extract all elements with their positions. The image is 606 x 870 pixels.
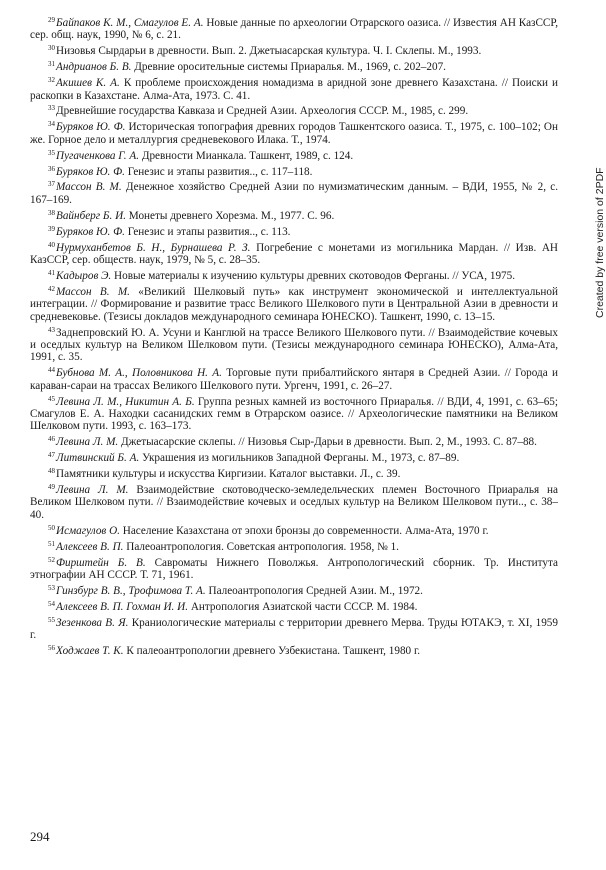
footnote-number: 54 xyxy=(48,599,55,608)
footnote-author: Андрианов Б. В. xyxy=(56,61,132,74)
footnote xyxy=(30,207,558,222)
footnote-author: Байпаков К. М., Смагулов Е. А. xyxy=(56,17,204,29)
footnote xyxy=(30,465,558,480)
footnote xyxy=(30,642,558,657)
footnote xyxy=(30,283,558,323)
footnote xyxy=(30,118,558,146)
footnote-number: 41 xyxy=(48,268,55,277)
footnote-author: Бубнова М. А., Половникова Н. А. xyxy=(56,367,222,380)
footnote-text: Антропология Азиатской части СССР. М. 1984. xyxy=(190,600,418,613)
footnote-number: 43 xyxy=(48,325,55,334)
footnote-number: 32 xyxy=(48,76,55,85)
footnote-text: Савроматы Нижнего Поволжья. Антропологический сборник. Тр. Института этнографии АН СССР. Т. 71, 1961. xyxy=(30,556,558,581)
footnote-author: Литвинский Б. А. xyxy=(56,452,140,465)
footnote-number: 30 xyxy=(48,44,55,53)
footnote-author: Пугаченкова Г. А. xyxy=(56,149,140,162)
footnote xyxy=(30,267,558,282)
page-number: 294 xyxy=(30,829,50,844)
footnote-number: 31 xyxy=(48,60,55,69)
footnote-text: Новые материалы к изучению культуры древних скотоводов Ферганы. // УСА, 1975. xyxy=(114,269,516,282)
footnote xyxy=(30,102,558,117)
footnote-text: Памятники культуры и искусства Киргизии. Каталог выставки. Л., с. 39. xyxy=(56,468,401,481)
footnote-author: Левина Л. М. xyxy=(56,436,119,449)
footnote-text: Древнейшие государства Кавказа и Средней Азии. Археология СССР. М., 1985, с. 299. xyxy=(56,105,469,118)
footnote-text: Взаимодействие скотоводческо-земледельческих племен Восточного Приаралья на Великом Шелковом пути. // Взаимодействие кочевых и оседлых культур на Великом Шелковом пути.., с. 38–40. xyxy=(30,484,558,521)
footnote-number: 55 xyxy=(48,615,55,624)
footnote xyxy=(30,223,558,238)
footnote-text: Древности Мианкала. Ташкент, 1989, с. 124. xyxy=(141,149,354,162)
footnote-number: 33 xyxy=(48,104,55,113)
footnote-author: Нурмуханбетов Б. Н., Бурнашева Р. З. xyxy=(56,241,251,254)
footnote-text: Новые данные по археологии Отрарского оазиса. // Известия АН КазССР, сер. общ. наук, 1990, № 6, с. 21. xyxy=(30,17,559,42)
footnote-text: Низовья Сырдарьи в древности. Вып. 2. Джетыасарская культура. Ч. I. Склепы. М., 1993. xyxy=(56,45,482,58)
footnote-text: Палеоантропология Средней Азии. М., 1972. xyxy=(208,584,423,597)
footnote-number: 46 xyxy=(48,435,55,444)
footnote-author: Фирштейн Б. В. xyxy=(56,556,146,569)
footnote-number: 52 xyxy=(48,555,55,564)
footnote-author: Зезенкова В. Я. xyxy=(56,616,129,629)
footnote-author: Акишев К. А. xyxy=(56,77,120,90)
footnote-number: 49 xyxy=(48,483,55,491)
footnote xyxy=(30,163,558,178)
footnote-text: Историческая топография древних городов Ташкентского оазиса. Т., 1975, с. 100–102; Он же. Горное дело и металлургия средневекового Илака. Т., 1974. xyxy=(30,121,558,146)
footnote xyxy=(30,393,558,433)
footnote-number: 53 xyxy=(48,583,55,592)
footnote-text: Население Казахстана от эпохи бронзы до современности. Алма-Ата, 1970 г. xyxy=(122,524,489,537)
footnote-text: Генезис и этапы развития.., с. 113. xyxy=(127,225,291,238)
footnote-author: Ходжаев Т. К. xyxy=(56,644,124,657)
footnote-number: 47 xyxy=(48,451,55,460)
footnote xyxy=(30,58,558,73)
footnote-number: 35 xyxy=(48,148,55,157)
watermark-text: Created by free version of 2PDF xyxy=(594,167,606,318)
footnote-text: Монеты древнего Хорезма. М., 1977. С. 96. xyxy=(128,209,335,222)
footnote-text: Погребение с монетами из могильника Мардан. // Изв. АН КазССР, сер. обществ. наук, 1979, № 5, с. 28–35. xyxy=(30,241,558,266)
footnote-author: Буряков Ю. Ф. xyxy=(56,165,125,178)
footnote xyxy=(30,324,558,364)
footnote xyxy=(30,538,558,553)
footnote-number: 29 xyxy=(48,16,55,24)
footnote-number: 36 xyxy=(48,164,55,173)
footnote-author: Алексеев В. П. xyxy=(56,540,124,553)
footnote-text: Денежное хозяйство Средней Азии по нумизматическим данным. – ВДИ, 1955, № 2, с. 167–169. xyxy=(30,181,558,206)
footnote xyxy=(30,582,558,597)
footnote xyxy=(30,147,558,162)
footnote-author: Алексеев В. П. Гохман И. И. xyxy=(56,600,189,613)
footnote-text: К проблеме происхождения номадизма в аридной зоне древнего Казахстана. // Поиски и раскопки в Казахстане. Алма-Ата, 1973. С. 41. xyxy=(30,77,558,102)
footnote-text: Заднепровский Ю. А. Усуни и Канглюй на трассе Великого Шелкового пути. // Взаимодействие кочевых и оседлых культур на Великом Шелковом пути. (Тезисы международного семинара ЮНЕСКО), Алма-Ата, 1991, с. 35. xyxy=(30,326,558,364)
footnote xyxy=(30,74,558,102)
footnote-number: 50 xyxy=(48,523,55,532)
footnote-author: Массон В. М. xyxy=(56,285,130,298)
footnote-number: 44 xyxy=(48,366,55,375)
footnote xyxy=(30,481,558,521)
footnote xyxy=(30,42,558,57)
footnote-number: 34 xyxy=(48,120,55,129)
footnote-number: 39 xyxy=(48,224,55,233)
footnote-text: Древние оросительные системы Приаралья. М., 1969, с. 202–207. xyxy=(134,61,446,74)
footnote-number: 40 xyxy=(48,240,55,249)
footnote xyxy=(30,449,558,464)
footnote xyxy=(30,364,558,392)
footnote xyxy=(30,522,558,537)
footnote-author: Гинзбург В. В., Трофимова Т. А. xyxy=(56,584,206,597)
footnote-text: Джетыасарские склепы. // Низовья Сыр-Дарьи в древности. Вып. 2, М., 1993. С. 87–88. xyxy=(121,436,537,449)
footnote-author: Левина Л. М., Никитин А. Б. xyxy=(56,395,195,408)
footnote-author: Кадыров Э. xyxy=(56,269,112,282)
footnote-text: Палеоантропология. Советская антропология. 1958, № 1. xyxy=(126,540,399,553)
footnote-number: 38 xyxy=(48,208,55,217)
footnote xyxy=(30,239,558,267)
footnote-author: Буряков Ю. Ф. xyxy=(56,121,126,134)
footnote xyxy=(30,178,558,206)
footnote-number: 45 xyxy=(48,394,55,403)
footnote-author: Массон В. М. xyxy=(56,181,122,194)
footnote-author: Буряков Ю. Ф. xyxy=(56,225,125,238)
footnote-text: Краниологические материалы с территории древнего Мерва. Труды ЮТАКЭ, т. XI, 1959 г. xyxy=(30,616,558,642)
footnote-text: К палеоантропологии древнего Узбекистана. Ташкент, 1980 г. xyxy=(126,644,421,657)
watermark xyxy=(582,8,606,328)
footnote-number: 42 xyxy=(48,284,55,293)
footnote-number: 37 xyxy=(48,180,55,189)
footnote-text: «Великий Шелковый путь» как инструмент экономической и интеллектуальной интеграции. // Формирование и развитие трасс Великого Шелкового пути в Центральной Азии в древности и средневековье. (Тезисы докладов международного семинара ЮНЕСКО). Ташкент, 1990, с. 13–15. xyxy=(30,285,558,323)
footnote xyxy=(30,14,558,42)
footnote-number: 56 xyxy=(48,643,55,652)
footnotes-list xyxy=(30,14,558,658)
footnote-text: Торговые пути прибалтийского янтаря в Средней Азии. // Города и караван-сараи на трассах Великого Шелкового пути. Ургенч, 1991, с. 26–27. xyxy=(30,367,558,392)
footnote-author: Левина Л. М. xyxy=(56,484,129,496)
footnote-author: Вайнберг Б. И. xyxy=(56,209,126,222)
footnote-number: 51 xyxy=(48,539,55,548)
footnote xyxy=(30,598,558,613)
footnote-number: 48 xyxy=(48,467,55,476)
footnote-text: Генезис и этапы развития.., с. 117–118. xyxy=(127,165,313,178)
footnote-text: Украшения из могильников Западной Ферганы. М., 1973, с. 87–89. xyxy=(142,452,460,465)
footnote xyxy=(30,554,558,582)
footnote-author: Исмагулов О. xyxy=(56,524,120,537)
footnote xyxy=(30,433,558,448)
footnote xyxy=(30,614,558,642)
footnote-text: Группа резных камней из восточного Приаралья. // ВДИ, 4, 1991, с. 63–65; Смагулов Е. А. Находки сасанидских гемм в Отрарском оазисе. // Археологические памятники на Великом Шелковом пути. 1993, с. 163–173. xyxy=(30,395,558,433)
